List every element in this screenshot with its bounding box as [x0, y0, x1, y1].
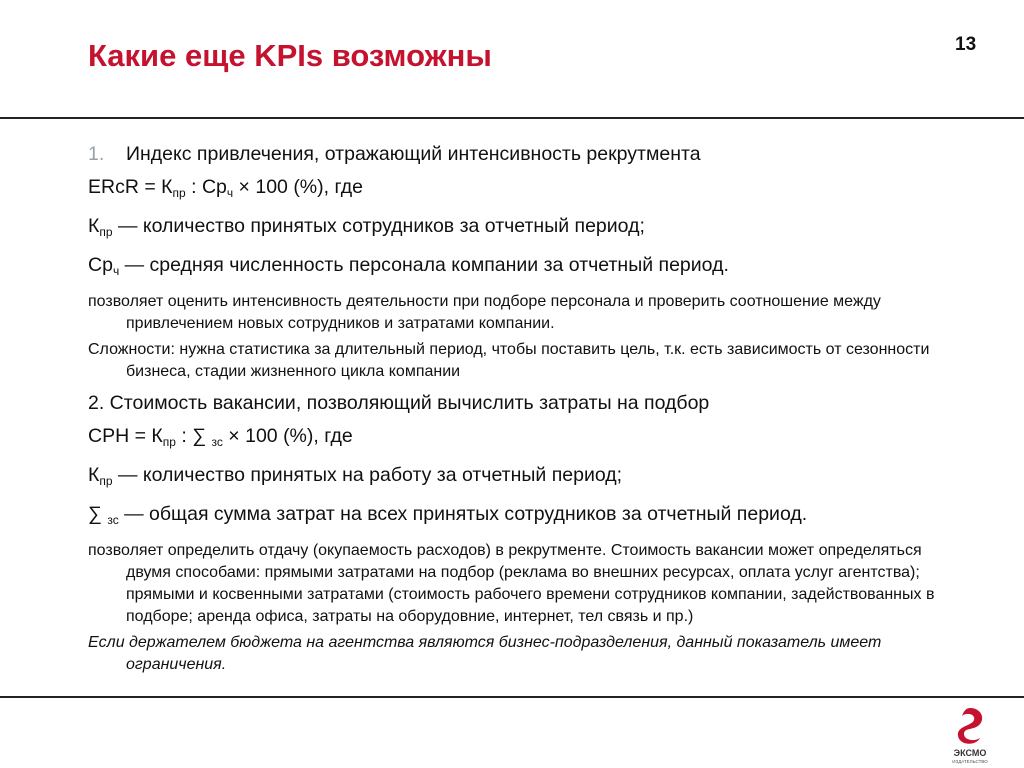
sum-zs-symbol: ∑ [88, 503, 108, 525]
ercr-difficulties: Сложности: нужна статистика за длительный период, чтобы поставить цель, т.к. есть зависимость от сезонности бизнеса, стадии жизненного цикла компании [88, 341, 930, 380]
cph-formula-part-2: : ∑ [175, 425, 212, 447]
item-1-number: 1. [88, 143, 105, 165]
kpr-symbol: К [88, 215, 100, 237]
cph-formula-sub-1: пр [162, 435, 176, 449]
kpr-definition [88, 210, 948, 249]
srch-definition [88, 249, 948, 288]
srch-subscript: ч [112, 264, 120, 278]
bottom-divider [0, 696, 1024, 698]
cph-limitation: Если держателем бюджета на агентства являются бизнес-подразделения, данный показатель имеет ограничения. [88, 634, 882, 673]
eksmo-logo-swirl-icon [958, 708, 982, 744]
srch-symbol: Ср [88, 254, 113, 276]
ercr-formula-sub-2: ч [226, 186, 234, 200]
kpr-hired-subscript: пр [99, 474, 113, 488]
page-number: 13 [955, 34, 977, 55]
cph-formula [88, 420, 948, 459]
ercr-formula-sub-1: пр [172, 186, 186, 200]
ercr-formula-part-3: × 100 (%), где [233, 176, 363, 198]
cph-benefit: позволяет определить отдачу (окупаемость расходов) в рекрутменте. Стоимость вакансии может определяться двумя способами: прямыми затратами на подбор (реклама во внешних ресурсах, оплата услуг агентства); прямыми и косвенными затратами (стоимость рабочего времени сотрудников компании, задействованных в подборе; аренда офиса, затраты на оборудовние, интернет, тел связь и пр.) [88, 542, 935, 625]
ercr-formula-part-1: ERcR = К [88, 176, 173, 198]
ercr-formula-part-2: : Ср [185, 176, 227, 198]
top-divider [0, 117, 1024, 119]
cph-formula-part-3: × 100 (%), где [222, 425, 353, 447]
sum-zs-subscript: зс [107, 513, 119, 527]
srch-text: — средняя численность персонала компании за отчетный период. [119, 254, 729, 276]
kpr-subscript: пр [99, 225, 113, 239]
kpr-hired-text: — количество принятых на работу за отчетный период; [112, 464, 623, 486]
slide-body [88, 138, 948, 680]
ercr-benefit: позволяет оценить интенсивность деятельности при подборе персонала и проверить соотношение между привлечением новых сотрудников и затратами компании. [88, 293, 881, 332]
item-1-text: Индекс привлечения, отражающий интенсивность рекрутмента [126, 143, 701, 165]
eksmo-logo-tagline: ИЗДАТЕЛЬСТВО [952, 759, 988, 764]
ercr-formula [88, 171, 948, 210]
slide-title: Какие еще KPIs возможны [88, 38, 492, 73]
cph-formula-sub-2: зс [211, 435, 223, 449]
item-1-heading [88, 138, 948, 171]
sum-zs-text: — общая сумма затрат на всех принятых сотрудников за отчетный период. [118, 503, 808, 525]
kpr-text: — количество принятых сотрудников за отчетный период; [112, 215, 645, 237]
kpr-hired-definition [88, 459, 948, 498]
sum-zs-definition [88, 498, 948, 537]
cph-formula-part-1: CPH = К [88, 425, 163, 447]
eksmo-logo [942, 702, 998, 766]
kpr-hired-symbol: К [88, 464, 100, 486]
eksmo-logo-name: ЭКСМО [953, 748, 987, 758]
item-2-heading: 2. Стоимость вакансии, позволяющий вычислить затраты на подбор [88, 392, 710, 414]
